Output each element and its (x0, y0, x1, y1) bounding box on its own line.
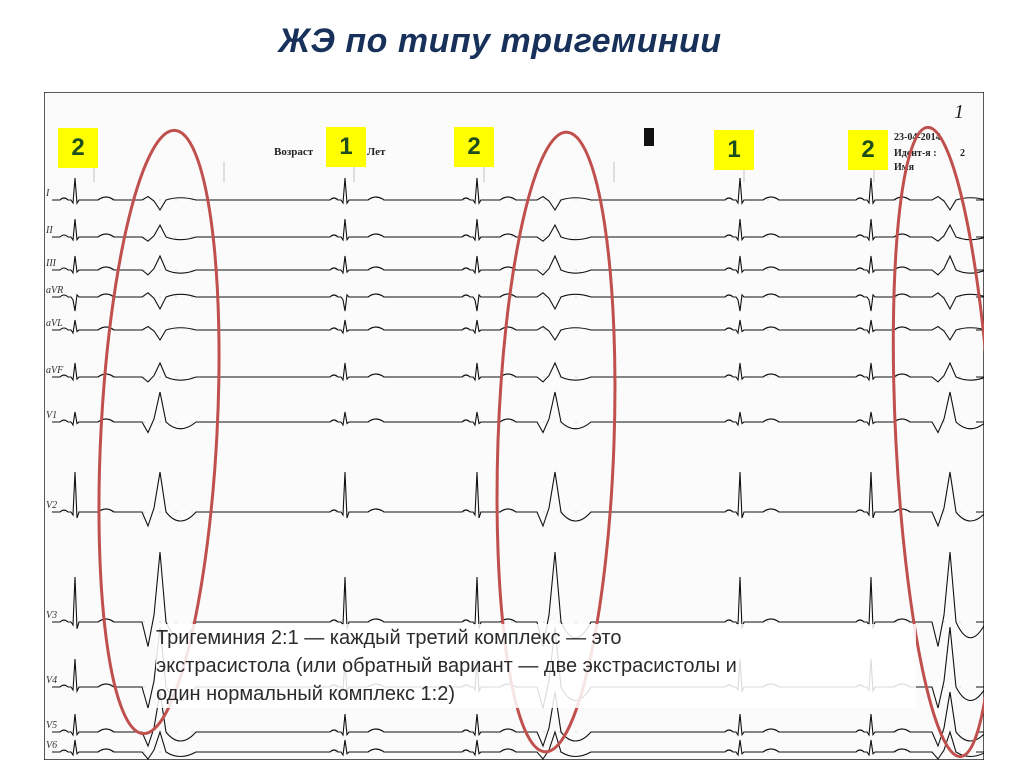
ecg-marker (644, 128, 654, 146)
lead-label-V5: V5 (46, 720, 58, 731)
lead-label-V2: V2 (46, 500, 58, 511)
beat-label-1: 2 (58, 128, 98, 168)
lead-label-III: III (46, 258, 56, 269)
lead-label-aVL: aVL (46, 318, 63, 329)
ecg-header-age: Возраст (274, 146, 314, 158)
lead-label-V4: V4 (46, 675, 58, 686)
ecg-header-date: 23-04-2014 (894, 132, 941, 143)
beat-label-3: 2 (454, 127, 494, 167)
ecg-header-id: Идент-я : (894, 148, 937, 159)
lead-label-V6: V6 (46, 740, 58, 751)
lead-label-aVR: aVR (46, 285, 64, 296)
slide-caption: Тригеминия 2:1 — каждый третий комплекс — это экстрасистола (или обратный вариант — две экстрасистолы и один нормальный комплекс 1:2) (156, 624, 916, 708)
ecg-page-number: 1 (954, 101, 964, 123)
ecg-header-years: Лет (367, 146, 386, 158)
slide-title: ЖЭ по типу тригеминии (278, 22, 722, 60)
beat-label-2: 1 (326, 127, 366, 167)
beat-label-5: 2 (848, 130, 888, 170)
ecg-header-id-value: 2 (960, 148, 965, 159)
lead-label-V3: V3 (46, 610, 58, 621)
lead-label-V1: V1 (46, 410, 58, 421)
lead-label-aVF: aVF (46, 365, 64, 376)
ecg-header-name: Имя (894, 162, 914, 173)
lead-label-II: II (46, 225, 53, 236)
lead-label-I: I (46, 188, 50, 199)
beat-label-4: 1 (714, 130, 754, 170)
